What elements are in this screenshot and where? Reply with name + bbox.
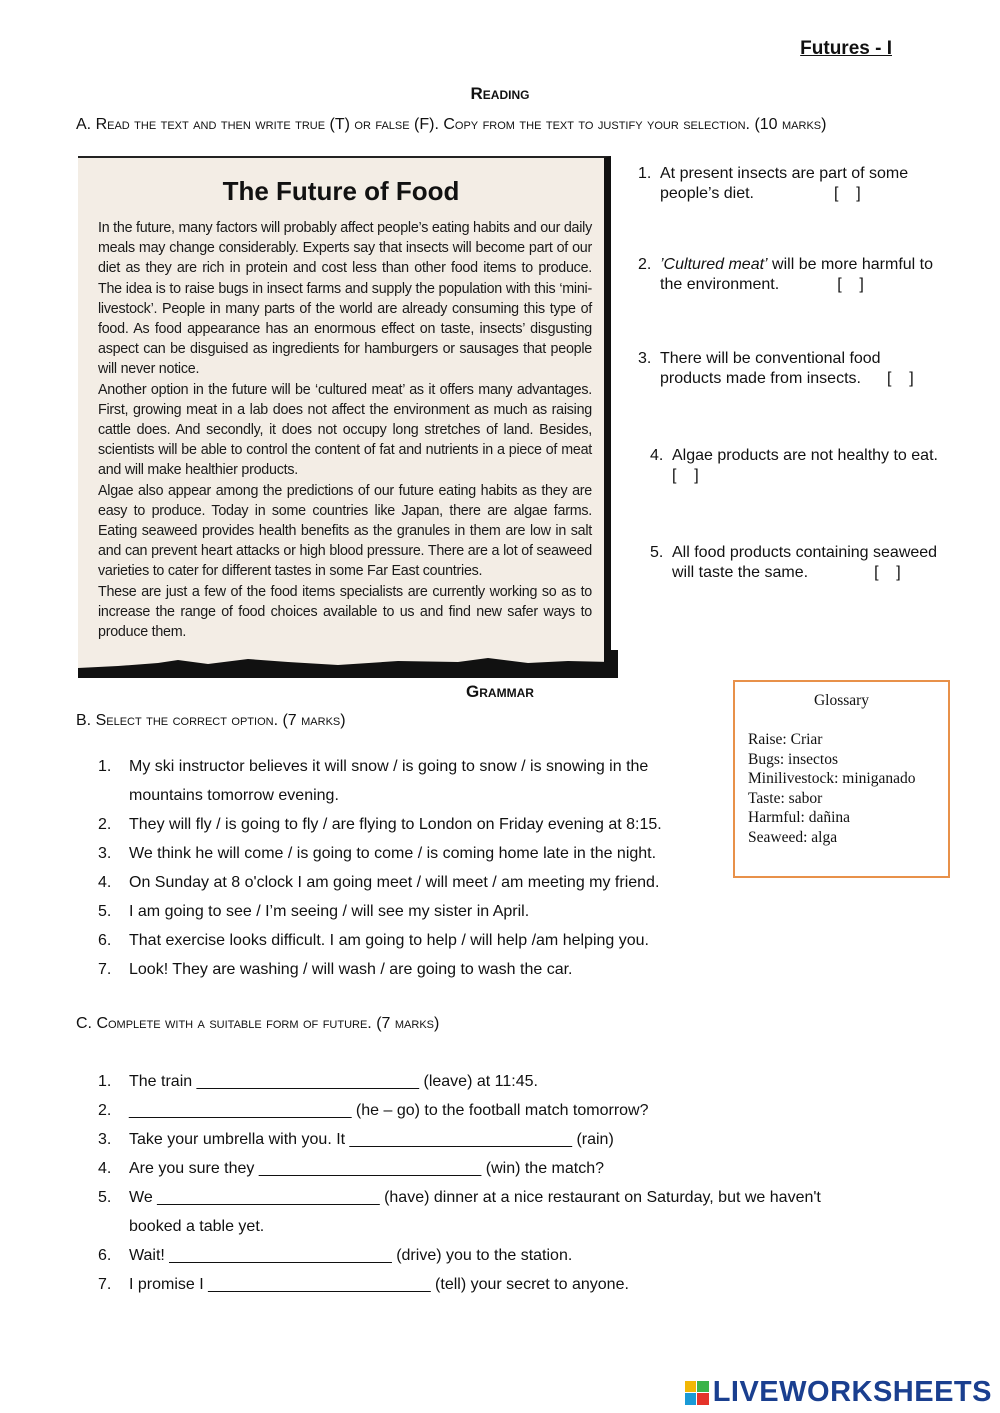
question-text: people’s diet. — [660, 185, 754, 202]
fill-blank-text[interactable]: Wait! _________________________ (drive) you to the station. — [129, 1247, 573, 1264]
glossary-title: Glossary — [813, 692, 870, 709]
item-number: 2. — [98, 1102, 112, 1119]
answer-bracket[interactable]: [ ] — [874, 564, 901, 581]
glossary-entry: Harmful: dañina — [748, 809, 851, 826]
list-item — [98, 868, 662, 897]
item-number: 6. — [98, 932, 112, 949]
article-paragraph: Algae also appear among the predictions of our future eating habits as they are easy to produce. Today in some countries like Japan, there are algae farms. Eating seaweed provides health benefits as the granules in them are low in salt and can prevent heart attacks or high blood pressure. There are a lot of seaweed varieties to cater for different tastes in some Far East countries. — [98, 482, 592, 580]
item-text[interactable]: We think he will come / is going to come / is coming home late in the night. — [129, 845, 657, 862]
list-item — [98, 839, 662, 868]
liveworksheets-logo[interactable] — [685, 1376, 992, 1409]
question-number: 2. — [638, 256, 652, 273]
item-text[interactable]: I am going to see / I’m seeing / will see my sister in April. — [129, 903, 530, 920]
answer-bracket[interactable]: [ ] — [886, 370, 914, 387]
article-paragraph: Another option in the future will be ‘cultured meat’ as it offers many advantages. First, growing meat in a lab does not affect the environment as much as raising cattle does. And secondly, it does not occupy long stretches of land. Besides, scientists will be able to control the content of fat and nutrients in a piece of meat and will make healthier products. — [98, 381, 592, 479]
tf-question — [650, 543, 980, 583]
list-item — [98, 1270, 821, 1299]
article-paragraph: In the future, many factors will probably affect people’s eating habits and our daily meals may change considerably. Experts say that insects will become part of our diet as they are rich in protein and cost less than other food items to produce. The idea is to raise bugs in insect farms and supply the population with this ‘mini-livestock’. People in many parts of the world are already consuming this type of food. As food appearance has an enormous effect on taste, insects’ disgusting aspect can be disguised as ingredients for hamburgers or sausages that people will never notice. — [98, 220, 593, 378]
list-item — [98, 1241, 821, 1270]
item-text[interactable]: They will fly / is going to fly / are flying to London on Friday evening at 8:15. — [129, 816, 662, 833]
question-text: will taste the same. — [672, 564, 809, 581]
item-number: 6. — [98, 1247, 112, 1264]
item-text[interactable]: My ski instructor believes it will snow / is going to snow / is snowing in the — [129, 758, 649, 775]
article-paragraph: These are just a few of the food items specialists are currently working so as to increase the range of food choices available to us and find new safer ways to produce them. — [98, 583, 592, 641]
list-item — [98, 1125, 821, 1154]
brand-icon — [685, 1381, 709, 1405]
exercise-b-list — [98, 752, 662, 984]
exercise-c-list — [98, 1067, 821, 1299]
torn-paper-edge — [78, 650, 618, 678]
tf-question — [638, 255, 968, 295]
item-number: 7. — [98, 961, 112, 978]
question-text-italic: ’Cultured meat’ — [660, 256, 768, 273]
item-number: 5. — [98, 903, 112, 920]
question-text: At present insects are part of some — [660, 165, 909, 182]
list-item — [98, 897, 662, 926]
fill-blank-text: booked a table yet. — [129, 1218, 265, 1235]
question-text: the environment. — [660, 276, 780, 293]
answer-bracket[interactable]: [ ] — [834, 185, 861, 202]
question-number: 4. — [650, 447, 664, 464]
item-number: 4. — [98, 1160, 112, 1177]
glossary-entry: Minilivestock: miniganado — [748, 770, 916, 787]
list-item — [98, 1154, 821, 1183]
item-number: 2. — [98, 816, 112, 833]
glossary-entry: Taste: sabor — [748, 789, 823, 807]
fill-blank-text[interactable]: We _________________________ (have) dinner at a nice restaurant on Saturday, but we haven't — [129, 1189, 821, 1206]
article-panel — [78, 156, 611, 668]
tf-question — [650, 446, 980, 486]
question-text: All food products containing seaweed — [672, 544, 938, 561]
list-item — [98, 926, 662, 955]
question-text: will be more harmful to — [767, 256, 933, 273]
item-number: 1. — [98, 758, 112, 775]
question-number: 1. — [638, 165, 652, 182]
glossary-entry: Seaweed: alga — [748, 828, 838, 846]
article-title: The Future of Food — [222, 176, 460, 206]
item-number: 4. — [98, 874, 112, 891]
glossary-box — [733, 680, 950, 878]
list-item — [98, 1183, 821, 1241]
grammar-instruction-c: C. Complete with a suitable form of future. (7 marks) — [76, 1015, 440, 1032]
article-body — [98, 218, 592, 642]
fill-blank-text[interactable]: The train _________________________ (leave) at 11:45. — [129, 1073, 538, 1090]
question-number: 3. — [638, 350, 652, 367]
glossary-entry: Raise: Criar — [748, 731, 823, 748]
list-item — [98, 955, 662, 984]
tf-question — [638, 164, 968, 204]
question-text: Algae products are not healthy to eat. — [672, 447, 938, 464]
item-number: 5. — [98, 1189, 112, 1206]
fill-blank-text[interactable]: Take your umbrella with you. It _________________________ (rain) — [129, 1131, 614, 1148]
item-text: mountains tomorrow evening. — [129, 787, 339, 804]
answer-bracket[interactable]: [ ] — [837, 276, 864, 293]
item-number: 7. — [98, 1276, 112, 1293]
item-number: 3. — [98, 845, 112, 862]
fill-blank-text[interactable]: _________________________ (he – go) to the football match tomorrow? — [129, 1102, 649, 1119]
item-number: 3. — [98, 1131, 112, 1148]
item-text[interactable]: That exercise looks difficult. I am going to help / will help /am helping you. — [129, 932, 649, 949]
fill-blank-text[interactable]: Are you sure they _________________________ (win) the match? — [129, 1160, 605, 1177]
brand-name: LIVEWORKSHEETS — [712, 1376, 992, 1408]
tf-question — [638, 349, 968, 389]
fill-blank-text[interactable]: I promise I _________________________ (tell) your secret to anyone. — [129, 1276, 629, 1293]
item-text[interactable]: On Sunday at 8 o'clock I am going meet / will meet / am meeting my friend. — [129, 874, 660, 891]
question-text: products made from insects. — [660, 370, 861, 387]
document-title: Futures - I — [800, 38, 892, 59]
reading-instruction: A. Read the text and then write true (T) or false (F). Copy from the text to justify your selection. (10 marks) — [76, 116, 827, 133]
list-item — [98, 1096, 821, 1125]
question-number: 5. — [650, 544, 664, 561]
item-number: 1. — [98, 1073, 112, 1090]
answer-bracket[interactable]: [ ] — [672, 467, 699, 484]
list-item — [98, 752, 662, 810]
list-item — [98, 810, 662, 839]
grammar-instruction-b: B. Select the correct option. (7 marks) — [76, 712, 346, 729]
question-text: There will be conventional food — [660, 350, 881, 367]
list-item — [98, 1067, 821, 1096]
reading-heading: Reading — [470, 84, 530, 103]
item-text[interactable]: Look! They are washing / will wash / are going to wash the car. — [129, 961, 573, 978]
grammar-heading: Grammar — [466, 682, 534, 701]
glossary-entry: Bugs: insectos — [748, 750, 838, 768]
